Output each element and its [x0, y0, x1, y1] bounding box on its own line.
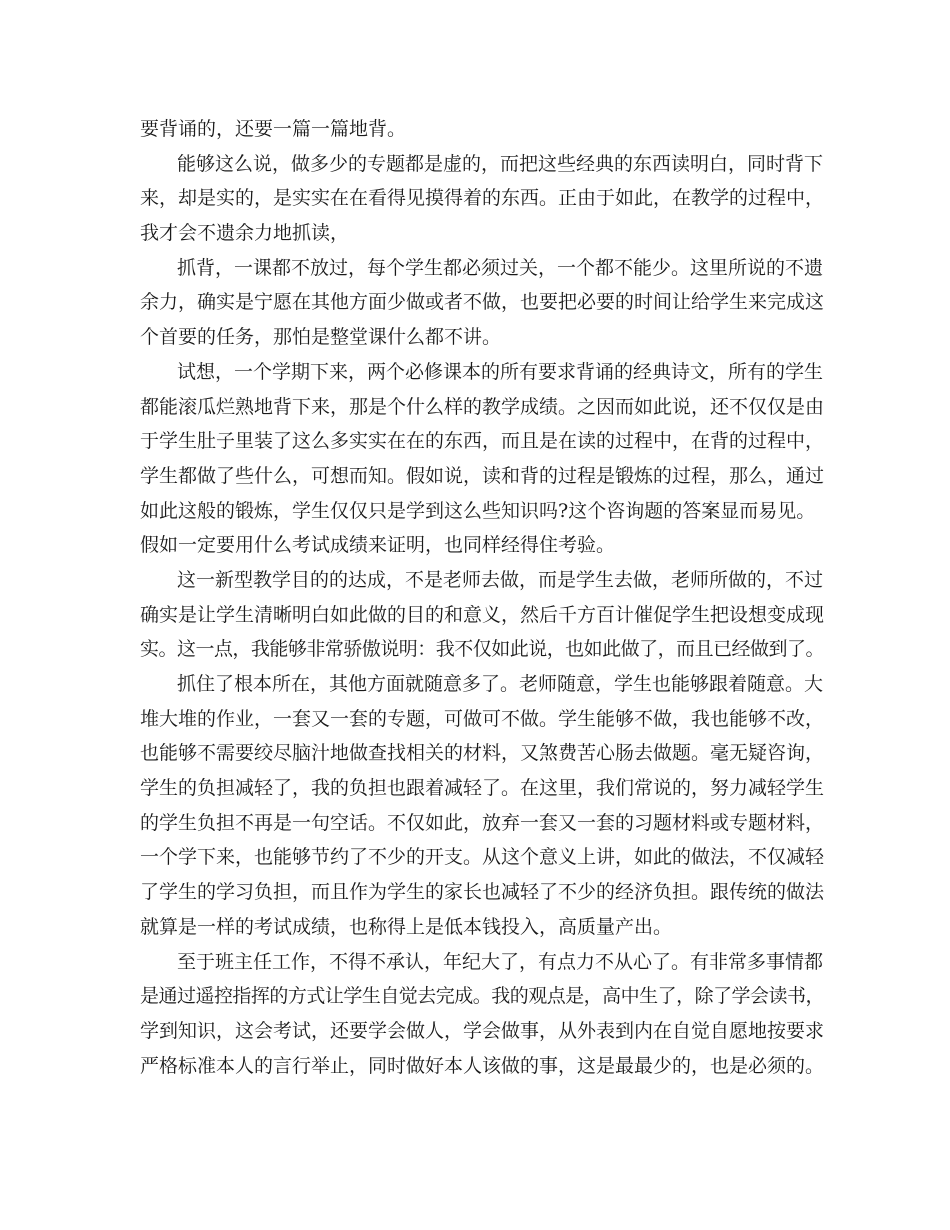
text-line: 学生都做了些什么，可想而知。假如说，读和背的过程是锻炼的过程，那么，通过 [140, 464, 825, 487]
text-line: 堆大堆的作业，一套又一套的专题，可做可不做。学生能够不做，我也能够不改， [140, 707, 825, 730]
text-line: 试想，一个学期下来，两个必修课本的所有要求背诵的经典诗文，所有的学生 [177, 360, 824, 383]
text-line: 也能够不需要绞尽脑汁地做查找相关的材料，又煞费苦心肠去做题。毫无疑咨询， [140, 742, 825, 765]
text-line: 确实是让学生清晰明白如此做的目的和意义，然后千方百计催促学生把设想变成现 [140, 603, 825, 626]
text-line: 的学生负担不再是一句空话。不仅如此，放弃一套又一套的习题材料或专题材料， [140, 811, 825, 834]
text-line: 余力，确实是宁愿在其他方面少做或者不做，也要把必要的时间让给学生来完成这 [140, 291, 825, 314]
text-line: 至于班主任工作，不得不承认，年纪大了，有点力不从心了。有非常多事情都 [177, 950, 824, 973]
text-line: 学生的负担减轻了，我的负担也跟着减轻了。在这里，我们常说的，努力减轻学生 [140, 777, 825, 800]
text-line: 就算是一样的考试成绩，也称得上是低本钱投入，高质量产出。 [140, 915, 673, 938]
text-line: 一个学下来，也能够节约了不少的开支。从这个意义上讲，如此的做法，不仅减轻 [140, 846, 825, 869]
document-page [140, 112, 824, 1083]
text-line: 实。这一点，我能够非常骄傲说明：我不仅如此说，也如此做了，而且已经做到了。 [140, 638, 824, 661]
text-line: 是通过遥控指挥的方式让学生自觉去完成。我的观点是，高中生了，除了学会读书， [140, 985, 824, 1008]
text-line: 于学生肚子里装了这么多实实在在的东西，而且是在读的过程中，在背的过程中， [140, 430, 825, 453]
text-line: 假如一定要用什么考试成绩来证明，也同样经得住考验。 [140, 534, 616, 557]
text-line: 抓住了根本所在，其他方面就随意多了。老师随意，学生也能够跟着随意。大 [177, 673, 824, 695]
text-line: 这一新型教学目的的达成，不是老师去做，而是学生去做，老师所做的，不过 [177, 568, 824, 591]
text-line: 了学生的学习负担，而且作为学生的家长也减轻了不少的经济负担。跟传统的做法 [140, 881, 825, 904]
text-line: 来，却是实的，是实实在在看得见摸得着的东西。正由于如此，在教学的过程中， [140, 187, 825, 210]
text-line: 都能滚瓜烂熟地背下来，那是个什么样的教学成绩。之因而如此说，还不仅仅是由 [140, 395, 825, 418]
text-line: 如此这般的锻炼，学生仅仅只是学到这么些知识吗?这个咨询题的答案显而易见。 [140, 499, 816, 522]
text-line: 我才会不遗余力地抓读， [140, 222, 350, 245]
text-line: 抓背，一课都不放过，每个学生都必须过关，一个都不能少。这里所说的不遗 [177, 256, 824, 279]
text-line: 个首要的任务，那怕是整堂课什么都不讲。 [140, 326, 502, 349]
text-line: 学到知识，这会考试，还要学会做人，学会做事，从外表到内在自觉自愿地按要求 [140, 1019, 825, 1042]
text-line: 要背诵的，还要一篇一篇地背。 [140, 118, 407, 140]
text-line: 严格标准本人的言行举止，同时做好本人该做的事，这是最最少的，也是必须的。 [140, 1054, 825, 1077]
text-line: 能够这么说，做多少的专题都是虚的，而把这些经典的东西读明白，同时背下 [177, 152, 824, 175]
